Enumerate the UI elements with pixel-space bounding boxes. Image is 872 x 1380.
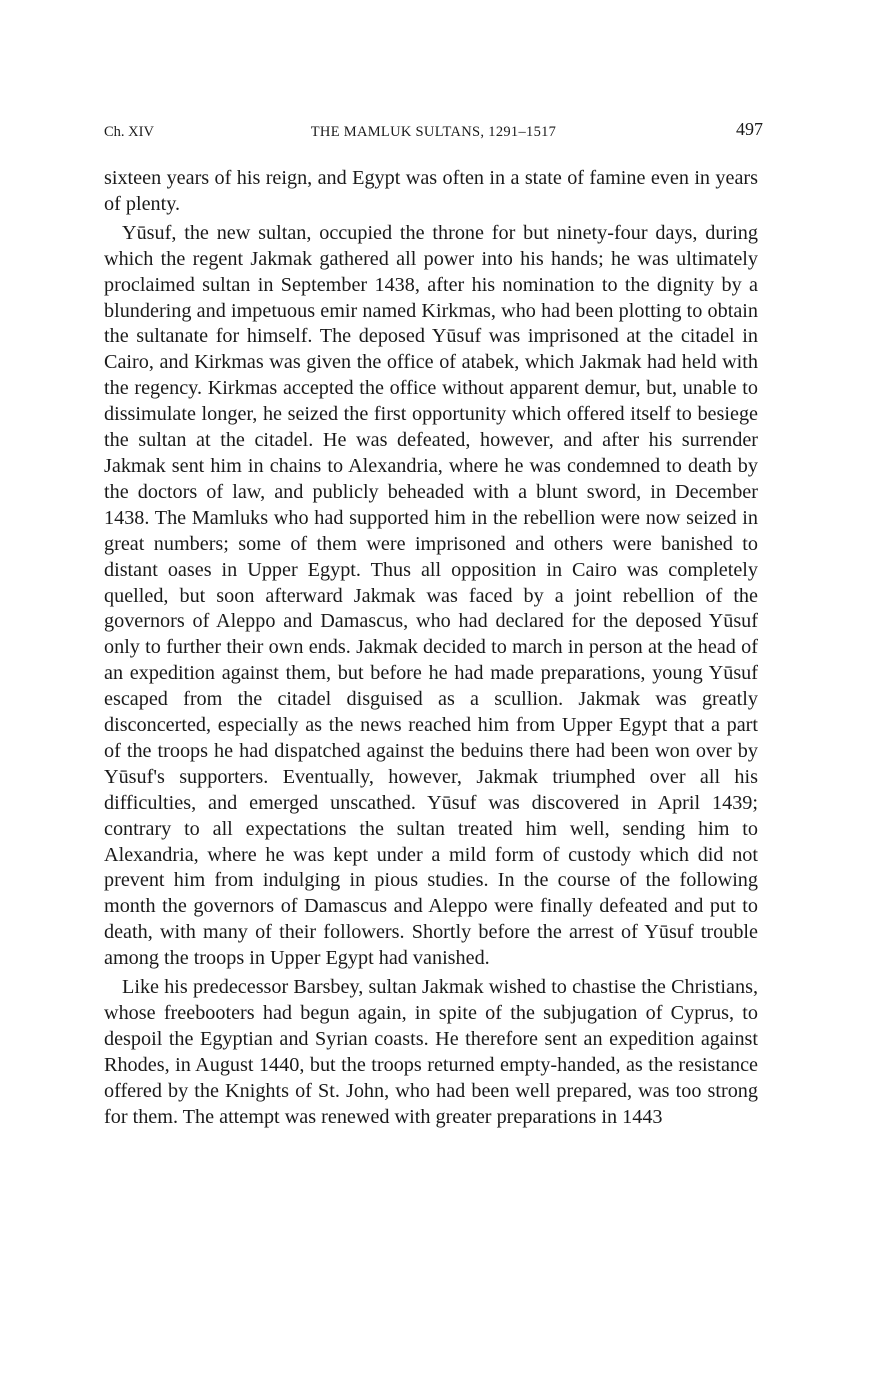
page-number: 497 (736, 119, 763, 139)
chapter-label: Ch. XIV (104, 124, 154, 140)
running-head (104, 120, 763, 144)
running-title: THE MAMLUK SULTANS, 1291–1517 (310, 124, 557, 140)
body-text (104, 166, 758, 1131)
paragraph-continued: sixteen years of his reign, and Egypt was often in a state of famine even in years of plenty. (104, 167, 758, 215)
paragraph-rhodes-expedition: Like his predecessor Barsbey, sultan Jakmak wished to chastise the Christians, whose freebooters had begun again, in spite of the subjugation of Cyprus, to despoil the Egyptian and Syrian coasts. He therefore sent an expedition against Rhodes, in August 1440, but the troops returned empty-handed, as the resistance offered by the Knights of St. John, who had been well prepared, was too strong for them. The attempt was renewed with greater preparations in 1443 (104, 976, 758, 1128)
paragraph-yusuf-reign: Yūsuf, the new sultan, occupied the throne for but ninety-four days, during which the regent Jakmak gathered all power into his hands; he was ultimately proclaimed sultan in September 1438, after his nomination to the dignity by a blundering and impetuous emir named Kirkmas, who had been plotting to obtain the sultanate for himself. The deposed Yūsuf was imprisoned at the citadel in Cairo, and Kirkmas was given the office of atabek, which Jakmak had held with the regency. Kirkmas accepted the office without apparent demur, but, unable to dissimulate longer, he seized the first opportunity which offered itself to besiege the sultan at the citadel. He was defeated, however, and after his surrender Jakmak sent him in chains to Alexandria, where he was condemned to death by the doctors of law, and publicly beheaded with a blunt sword, in December 1438. The Mamluks who had supported him in the rebellion were now seized in great numbers; some of them were imprisoned and others were banished to distant oases in Upper Egypt. Thus all opposition in Cairo was completely quelled, but soon afterward Jakmak was faced by a joint rebellion of the governors of Aleppo and Damascus, who had declared for the deposed Yūsuf only to further their own ends. Jakmak decided to march in person at the head of an expedition against them, but before he had made preparations, young Yūsuf escaped from the citadel disguised as a scullion. Jakmak was greatly disconcerted, especially as the news reached him from Upper Egypt that a part of the troops he had dispatched against the beduins there had been won over by Yūsuf's supporters. Eventually, however, Jakmak triumphed over all his difficulties, and emerged unscathed. Yūsuf was discovered in April 1439; contrary to all expectations the sultan treated him well, sending him to Alexandria, where he was kept under a mild form of custody which did not prevent him from indulging in pious studies. In the course of the following month the governors of Damascus and Aleppo were finally defeated and put to death, with many of their followers. Shortly before the arrest of Yūsuf trouble among the troops in Upper Egypt had vanished. (104, 221, 758, 970)
